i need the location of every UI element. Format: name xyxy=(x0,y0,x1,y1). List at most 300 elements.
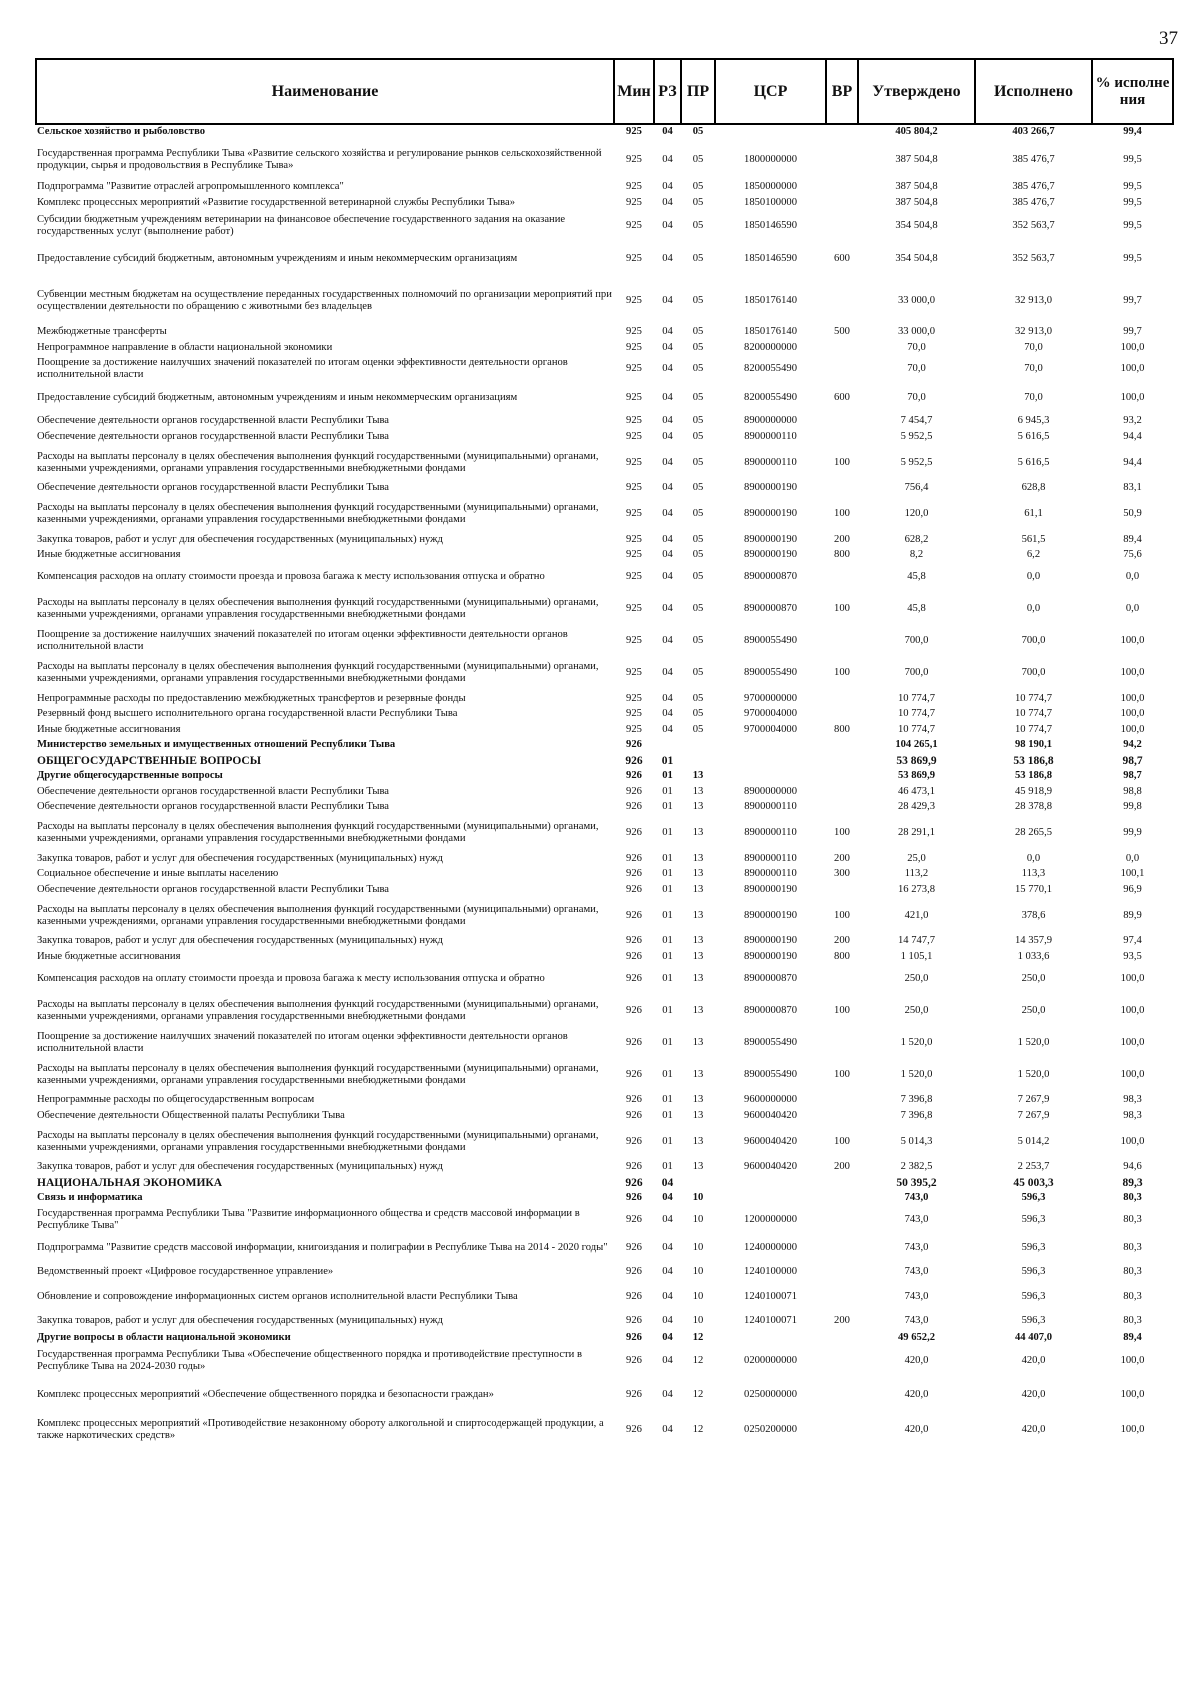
cell-pr: 12 xyxy=(692,1354,704,1366)
cell-executed: 5 014,2 xyxy=(1017,1135,1050,1147)
table-row xyxy=(36,211,1173,241)
table-row xyxy=(36,325,1173,341)
cell-pr xyxy=(681,1175,715,1191)
cell-name: Поощрение за достижение наилучших значений показателей по итогам оценки эффективности деятельности органов исполнительной власти xyxy=(37,1030,568,1054)
table-row xyxy=(36,707,1173,723)
cell-approved: 354 504,8 xyxy=(895,219,938,231)
cell-rz: 04 xyxy=(662,363,673,374)
cell-min: 926 xyxy=(626,1068,642,1080)
cell-approved: 354 504,8 xyxy=(895,252,938,264)
cell-min: 926 xyxy=(626,935,642,947)
cell-vr xyxy=(826,753,858,769)
cell-csr: 9600040420 xyxy=(744,1161,797,1173)
cell-pr xyxy=(681,738,715,754)
cell-rz xyxy=(654,738,681,754)
cell-min: 925 xyxy=(626,549,642,561)
cell-executed: 596,3 xyxy=(1021,1266,1046,1277)
cell-pr: 05 xyxy=(692,482,704,494)
cell-vr xyxy=(826,414,858,430)
table-row xyxy=(36,815,1173,851)
cell-percent: 98,3 xyxy=(1123,1109,1142,1121)
cell-percent: 0,0 xyxy=(1125,852,1140,864)
cell-pr: 05 xyxy=(692,153,704,165)
cell-name: ОБЩЕГОСУДАРСТВЕННЫЕ ВОПРОСЫ xyxy=(37,754,262,767)
table-row xyxy=(36,1346,1173,1376)
cell-percent: 100,0 xyxy=(1120,363,1145,374)
cell-rz: 01 xyxy=(662,868,673,880)
cell-min: 925 xyxy=(626,692,642,704)
cell-csr xyxy=(715,124,826,140)
cell-min: 926 xyxy=(626,1135,642,1147)
cell-name: Сельское хозяйство и рыболовство xyxy=(37,126,206,138)
cell-pr: 05 xyxy=(692,533,704,545)
cell-approved: 7 396,8 xyxy=(900,1109,933,1121)
cell-vr xyxy=(826,1191,858,1207)
table-row xyxy=(36,784,1173,800)
cell-pr: 13 xyxy=(692,852,704,864)
cell-rz: 04 xyxy=(662,456,673,468)
cell-pr: 10 xyxy=(692,1192,704,1204)
cell-executed: 1 520,0 xyxy=(1017,1068,1050,1080)
cell-rz: 01 xyxy=(662,909,673,921)
cell-vr xyxy=(826,738,858,754)
cell-executed: 1 520,0 xyxy=(1017,1036,1050,1048)
cell-percent: 98,7 xyxy=(1123,770,1142,782)
cell-csr xyxy=(715,1330,826,1346)
cell-csr: 1850176140 xyxy=(744,326,797,338)
cell-name: Расходы на выплаты персоналу в целях обеспечения выполнения функций государственными (муниципальными) органами, казенными учреждениями, органами управления государственными внебюджетными фондами xyxy=(37,1062,599,1086)
cell-rz: 04 xyxy=(662,430,673,442)
cell-name: Поощрение за достижение наилучших значений показателей по итогам оценки эффективности деятельности органов исполнительной власти xyxy=(37,629,568,652)
cell-name: Закупка товаров, работ и услуг для обеспечения государственных (муниципальных) нужд xyxy=(37,852,443,864)
table-row xyxy=(36,241,1173,277)
cell-name: Комплекс процессных мероприятий «Противодействие незаконному обороту алкогольной и спиртосодержащей продукции, а также наркотических средств» xyxy=(37,1417,604,1441)
cell-pr: 10 xyxy=(692,1315,704,1326)
table-row xyxy=(36,1414,1173,1446)
cell-approved: 70,0 xyxy=(907,392,926,403)
cell-approved: 25,0 xyxy=(907,852,926,864)
cell-vr xyxy=(826,1376,858,1414)
table-row xyxy=(36,691,1173,707)
cell-min: 925 xyxy=(626,252,642,264)
cell-rz: 01 xyxy=(662,1036,673,1048)
cell-percent: 99,5 xyxy=(1123,181,1142,193)
cell-approved: 70,0 xyxy=(907,341,926,353)
cell-name: Другие вопросы в области национальной экономики xyxy=(37,1331,291,1343)
table-row xyxy=(36,1124,1173,1160)
cell-csr: 8900000870 xyxy=(744,571,797,582)
cell-csr: 8900000190 xyxy=(744,935,797,947)
cell-csr: 1240100071 xyxy=(744,1315,797,1326)
table-row xyxy=(36,655,1173,691)
cell-csr: 8900000110 xyxy=(744,801,797,813)
cell-min: 926 xyxy=(626,868,642,880)
cell-vr xyxy=(826,769,858,785)
cell-percent: 80,3 xyxy=(1123,1266,1142,1277)
cell-vr: 500 xyxy=(834,326,850,338)
cell-csr: 1800000000 xyxy=(744,153,797,165)
cell-min: 926 xyxy=(626,739,642,751)
cell-csr: 8900000190 xyxy=(744,533,797,545)
cell-percent: 98,7 xyxy=(1122,754,1143,767)
cell-executed: 28 378,8 xyxy=(1014,801,1053,813)
cell-name: Министерство земельных и имущественных отношений Республики Тыва xyxy=(37,739,396,751)
cell-name: Другие общегосударственные вопросы xyxy=(37,770,223,782)
cell-executed: 7 267,9 xyxy=(1017,1109,1050,1121)
cell-percent: 93,5 xyxy=(1123,950,1142,962)
cell-vr: 200 xyxy=(834,1315,850,1326)
cell-min: 925 xyxy=(626,635,642,646)
cell-approved: 10 774,7 xyxy=(897,723,936,735)
cell-pr: 05 xyxy=(692,326,704,338)
cell-approved: 5 952,5 xyxy=(900,456,933,468)
cell-name: Компенсация расходов на оплату стоимости проезда и провоза багажа к месту использования отпуска и обратно xyxy=(37,571,545,582)
cell-pr: 13 xyxy=(692,1036,704,1048)
cell-pr: 13 xyxy=(692,883,704,895)
cell-name: Подпрограмма "Развитие средств массовой информации, книгоиздания и полиграфии в Республике Тыва на 2014 - 2020 годы" xyxy=(37,1242,608,1253)
cell-percent: 100,0 xyxy=(1120,692,1145,704)
cell-csr: 1240100000 xyxy=(744,1266,797,1277)
cell-csr: 1240100071 xyxy=(744,1291,797,1302)
table-row xyxy=(36,800,1173,816)
cell-rz: 01 xyxy=(662,883,673,895)
cell-approved: 405 804,2 xyxy=(895,126,938,138)
cell-pr: 10 xyxy=(692,1266,704,1277)
cell-csr: 8200000000 xyxy=(744,341,797,353)
cell-executed: 61,1 xyxy=(1024,508,1043,519)
cell-csr: 0200000000 xyxy=(744,1354,797,1366)
cell-name: Комплекс процессных мероприятий «Развитие государственной ветеринарной службы Республики Тыва» xyxy=(37,196,516,208)
cell-pr: 13 xyxy=(692,1161,704,1173)
table-row xyxy=(36,627,1173,655)
cell-percent: 98,8 xyxy=(1123,785,1142,797)
cell-rz: 04 xyxy=(662,126,673,138)
cell-executed: 385 476,7 xyxy=(1012,153,1055,165)
header-name: Наименование xyxy=(36,59,614,124)
cell-rz: 04 xyxy=(662,1242,673,1253)
cell-min: 925 xyxy=(626,392,642,403)
cell-executed: 32 913,0 xyxy=(1014,326,1053,338)
table-row xyxy=(36,591,1173,627)
cell-csr: 8900000110 xyxy=(744,868,797,880)
cell-csr: 8900000870 xyxy=(744,1004,797,1016)
cell-csr: 1850176140 xyxy=(744,294,797,306)
cell-rz: 04 xyxy=(662,533,673,545)
cell-pr: 05 xyxy=(692,723,704,735)
cell-percent: 100,0 xyxy=(1120,1004,1145,1016)
cell-executed: 6 945,3 xyxy=(1017,415,1050,427)
cell-min: 926 xyxy=(626,1315,642,1326)
cell-percent: 94,4 xyxy=(1123,456,1142,468)
cell-min: 925 xyxy=(626,126,642,138)
cell-pr: 13 xyxy=(692,1068,704,1080)
header-approved: Утверждено xyxy=(858,59,975,124)
cell-rz: 04 xyxy=(662,219,673,231)
cell-executed: 700,0 xyxy=(1021,667,1046,678)
cell-name: Закупка товаров, работ и услуг для обеспечения государственных (муниципальных) нужд xyxy=(37,1161,443,1173)
cell-percent: 97,4 xyxy=(1123,935,1142,947)
cell-csr: 9700000000 xyxy=(744,692,797,704)
cell-csr: 8900000110 xyxy=(744,456,797,468)
cell-vr xyxy=(826,1282,858,1312)
cell-vr xyxy=(826,1262,858,1282)
cell-approved: 743,0 xyxy=(904,1242,929,1253)
cell-csr: 8900000190 xyxy=(744,508,797,519)
cell-name: Обеспечение деятельности органов государственной власти Республики Тыва xyxy=(37,415,390,427)
cell-csr: 8900000110 xyxy=(744,827,797,838)
cell-min: 926 xyxy=(626,1266,642,1277)
cell-csr: 1850146590 xyxy=(744,219,797,231)
cell-percent: 94,2 xyxy=(1123,739,1142,751)
table-row xyxy=(36,867,1173,883)
cell-rz: 01 xyxy=(662,801,673,813)
cell-name: Государственная программа Республики Тыва «Развитие сельского хозяйства и регулирование рынков сельскохозяйственной продукции, сырья и продовольствия в Республике Тыва» xyxy=(37,147,602,171)
cell-name: Непрограммное направление в области национальной экономики xyxy=(37,341,333,353)
cell-executed: 7 267,9 xyxy=(1017,1094,1050,1106)
cell-csr: 8900055490 xyxy=(744,635,797,646)
cell-approved: 5 014,3 xyxy=(900,1135,933,1147)
cell-approved: 743,0 xyxy=(904,1266,929,1277)
cell-approved: 756,4 xyxy=(904,482,929,494)
cell-rz: 01 xyxy=(662,852,673,864)
cell-rz: 04 xyxy=(662,153,673,165)
cell-executed: 352 563,7 xyxy=(1012,252,1055,264)
cell-pr: 13 xyxy=(692,972,704,984)
cell-vr xyxy=(826,800,858,816)
cell-rz: 01 xyxy=(662,972,673,984)
table-row xyxy=(36,532,1173,548)
cell-csr: 9700004000 xyxy=(744,723,797,735)
cell-rz: 04 xyxy=(662,1315,673,1326)
cell-approved: 743,0 xyxy=(904,1291,929,1302)
cell-csr: 8900000000 xyxy=(744,415,797,427)
cell-percent: 99,7 xyxy=(1123,326,1142,338)
cell-percent: 100,0 xyxy=(1120,1423,1145,1435)
cell-name: Предоставление субсидий бюджетным, автономным учреждениям и иным некоммерческим организациям xyxy=(37,252,518,264)
table-row xyxy=(36,1206,1173,1234)
cell-executed: 10 774,7 xyxy=(1014,708,1053,720)
cell-approved: 16 273,8 xyxy=(897,883,936,895)
cell-csr xyxy=(715,1191,826,1207)
cell-vr xyxy=(826,180,858,196)
cell-vr: 100 xyxy=(834,1068,850,1080)
table-row xyxy=(36,769,1173,785)
cell-csr: 8900055490 xyxy=(744,1036,797,1048)
cell-vr xyxy=(826,1175,858,1191)
header-min: Мин xyxy=(614,59,654,124)
cell-name: Резервный фонд высшего исполнительного органа государственной власти Республики Тыва xyxy=(37,708,458,720)
cell-min: 926 xyxy=(626,1331,642,1343)
cell-min: 926 xyxy=(626,1242,642,1253)
cell-approved: 120,0 xyxy=(904,508,929,519)
cell-vr xyxy=(826,1029,858,1057)
cell-min: 926 xyxy=(626,1094,642,1106)
cell-min: 926 xyxy=(626,1291,642,1302)
cell-pr: 10 xyxy=(692,1242,704,1253)
cell-name: Непрограммные расходы по предоставлению межбюджетных трансфертов и резервные фонды xyxy=(37,692,466,704)
cell-percent: 99,4 xyxy=(1123,126,1142,138)
cell-pr: 13 xyxy=(692,1109,704,1121)
table-row xyxy=(36,722,1173,738)
table-row xyxy=(36,882,1173,898)
cell-name: НАЦИОНАЛЬНАЯ ЭКОНОМИКА xyxy=(37,1176,223,1189)
cell-pr: 13 xyxy=(692,950,704,962)
cell-percent: 96,9 xyxy=(1123,883,1142,895)
cell-vr xyxy=(826,211,858,241)
cell-rz: 01 xyxy=(661,754,674,767)
cell-rz: 04 xyxy=(662,196,673,208)
cell-csr: 8900000870 xyxy=(744,603,797,614)
cell-approved: 743,0 xyxy=(904,1214,929,1225)
cell-approved: 420,0 xyxy=(904,1423,929,1435)
cell-pr xyxy=(681,753,715,769)
cell-name: Государственная программа Республики Тыва "Развитие информационного общества и средств массовой информации в Республике Тыва" xyxy=(37,1208,580,1231)
cell-vr xyxy=(826,1414,858,1446)
cell-percent: 100,0 xyxy=(1120,635,1145,646)
cell-vr: 100 xyxy=(834,1004,850,1016)
cell-percent: 0,0 xyxy=(1125,571,1140,582)
cell-approved: 50 395,2 xyxy=(896,1176,937,1189)
cell-name: Расходы на выплаты персоналу в целях обеспечения выполнения функций государственными (муниципальными) органами, казенными учреждениями, органами управления государственными внебюджетными фондами xyxy=(37,903,599,927)
cell-executed: 5 616,5 xyxy=(1017,430,1050,442)
table-row xyxy=(36,934,1173,950)
cell-vr: 100 xyxy=(834,1135,850,1147)
cell-approved: 28 291,1 xyxy=(897,827,936,838)
header-percent: % исполне ния xyxy=(1092,59,1173,124)
table-row xyxy=(36,1093,1173,1109)
cell-name: Социальное обеспечение и иные выплаты населению xyxy=(37,868,279,880)
cell-min: 925 xyxy=(626,326,642,338)
cell-csr: 1850000000 xyxy=(744,181,797,193)
cell-csr: 8900000110 xyxy=(744,852,797,864)
cell-pr: 13 xyxy=(692,1135,704,1147)
cell-executed: 0,0 xyxy=(1026,852,1041,864)
cell-name: Обеспечение деятельности органов государственной власти Республики Тыва xyxy=(37,430,390,442)
cell-min: 926 xyxy=(626,1192,642,1204)
cell-pr: 13 xyxy=(692,785,704,797)
cell-vr: 600 xyxy=(834,252,850,264)
cell-rz: 04 xyxy=(662,692,673,704)
cell-min: 926 xyxy=(626,1109,642,1121)
cell-percent: 94,4 xyxy=(1123,430,1142,442)
cell-vr: 100 xyxy=(834,456,850,468)
table-row xyxy=(36,356,1173,383)
cell-percent: 99,9 xyxy=(1123,827,1142,838)
cell-pr: 05 xyxy=(692,415,704,427)
cell-pr: 13 xyxy=(692,909,704,921)
cell-pr: 12 xyxy=(692,1423,704,1435)
cell-percent: 99,5 xyxy=(1123,252,1142,264)
cell-vr: 100 xyxy=(834,508,850,519)
cell-csr xyxy=(715,738,826,754)
cell-rz: 04 xyxy=(662,1423,673,1435)
cell-min: 926 xyxy=(626,827,642,838)
cell-min: 926 xyxy=(626,852,642,864)
cell-pr: 05 xyxy=(692,363,704,374)
cell-pr: 05 xyxy=(692,667,704,678)
cell-executed: 70,0 xyxy=(1024,341,1043,353)
cell-executed: 596,3 xyxy=(1021,1242,1046,1253)
cell-name: Предоставление субсидий бюджетным, автономным учреждениям и иным некоммерческим организациям xyxy=(37,392,518,403)
table-row xyxy=(36,1175,1173,1191)
cell-executed: 1 033,6 xyxy=(1017,950,1050,962)
cell-csr: 8900000190 xyxy=(744,482,797,494)
cell-percent: 100,0 xyxy=(1120,341,1145,353)
header-executed: Исполнено xyxy=(975,59,1092,124)
cell-vr xyxy=(826,140,858,180)
header-pr: ПР xyxy=(681,59,715,124)
table-row xyxy=(36,738,1173,754)
cell-rz: 01 xyxy=(662,950,673,962)
cell-pr: 13 xyxy=(692,1004,704,1016)
cell-name: Расходы на выплаты персоналу в целях обеспечения выполнения функций государственными (муниципальными) органами, казенными учреждениями, органами управления государственными внебюджетными фондами xyxy=(37,597,599,620)
cell-approved: 420,0 xyxy=(904,1388,929,1400)
cell-executed: 561,5 xyxy=(1021,533,1046,545)
cell-min: 925 xyxy=(626,667,642,678)
cell-percent: 100,0 xyxy=(1120,1036,1145,1048)
cell-percent: 100,0 xyxy=(1120,972,1145,984)
cell-vr: 200 xyxy=(834,1161,850,1173)
cell-approved: 7 396,8 xyxy=(900,1094,933,1106)
cell-approved: 113,2 xyxy=(904,868,929,880)
cell-rz: 04 xyxy=(662,294,673,306)
table-row xyxy=(36,851,1173,867)
cell-vr xyxy=(826,1234,858,1262)
cell-csr: 8900000870 xyxy=(744,972,797,984)
cell-percent: 80,3 xyxy=(1123,1291,1142,1302)
cell-percent: 99,5 xyxy=(1123,153,1142,165)
cell-vr xyxy=(826,1093,858,1109)
cell-rz: 04 xyxy=(662,252,673,264)
cell-min: 926 xyxy=(625,1176,643,1189)
cell-percent: 89,9 xyxy=(1123,909,1142,921)
cell-min: 925 xyxy=(626,508,642,519)
table-row xyxy=(36,548,1173,564)
cell-csr: 9600000000 xyxy=(744,1094,797,1106)
cell-name: Обновление и сопровождение информационных систем органов исполнительной власти Республики Тыва xyxy=(37,1291,518,1302)
cell-vr: 600 xyxy=(834,392,850,403)
cell-pr: 05 xyxy=(692,219,704,231)
cell-vr xyxy=(826,707,858,723)
table-row xyxy=(36,340,1173,356)
cell-vr: 200 xyxy=(834,935,850,947)
cell-approved: 743,0 xyxy=(904,1315,929,1326)
cell-executed: 385 476,7 xyxy=(1012,181,1055,193)
cell-vr xyxy=(826,195,858,211)
cell-executed: 14 357,9 xyxy=(1014,935,1053,947)
cell-percent: 100,0 xyxy=(1120,708,1145,720)
cell-rz: 04 xyxy=(662,723,673,735)
cell-approved: 45,8 xyxy=(907,603,926,614)
cell-name: Иные бюджетные ассигнования xyxy=(37,549,181,561)
cell-min: 926 xyxy=(626,972,642,984)
cell-pr: 05 xyxy=(692,294,704,306)
cell-min: 925 xyxy=(626,430,642,442)
cell-percent: 100,1 xyxy=(1120,868,1145,880)
cell-csr: 8900000190 xyxy=(744,549,797,561)
cell-approved: 250,0 xyxy=(904,1004,929,1016)
cell-csr: 1850100000 xyxy=(744,196,797,208)
cell-rz: 01 xyxy=(662,1094,673,1106)
cell-csr xyxy=(715,769,826,785)
cell-rz: 04 xyxy=(662,635,673,646)
cell-percent: 83,1 xyxy=(1123,482,1142,494)
cell-executed: 596,3 xyxy=(1021,1291,1046,1302)
cell-approved: 2 382,5 xyxy=(900,1161,933,1173)
cell-min: 926 xyxy=(626,883,642,895)
cell-pr: 05 xyxy=(692,252,704,264)
cell-vr xyxy=(826,481,858,497)
